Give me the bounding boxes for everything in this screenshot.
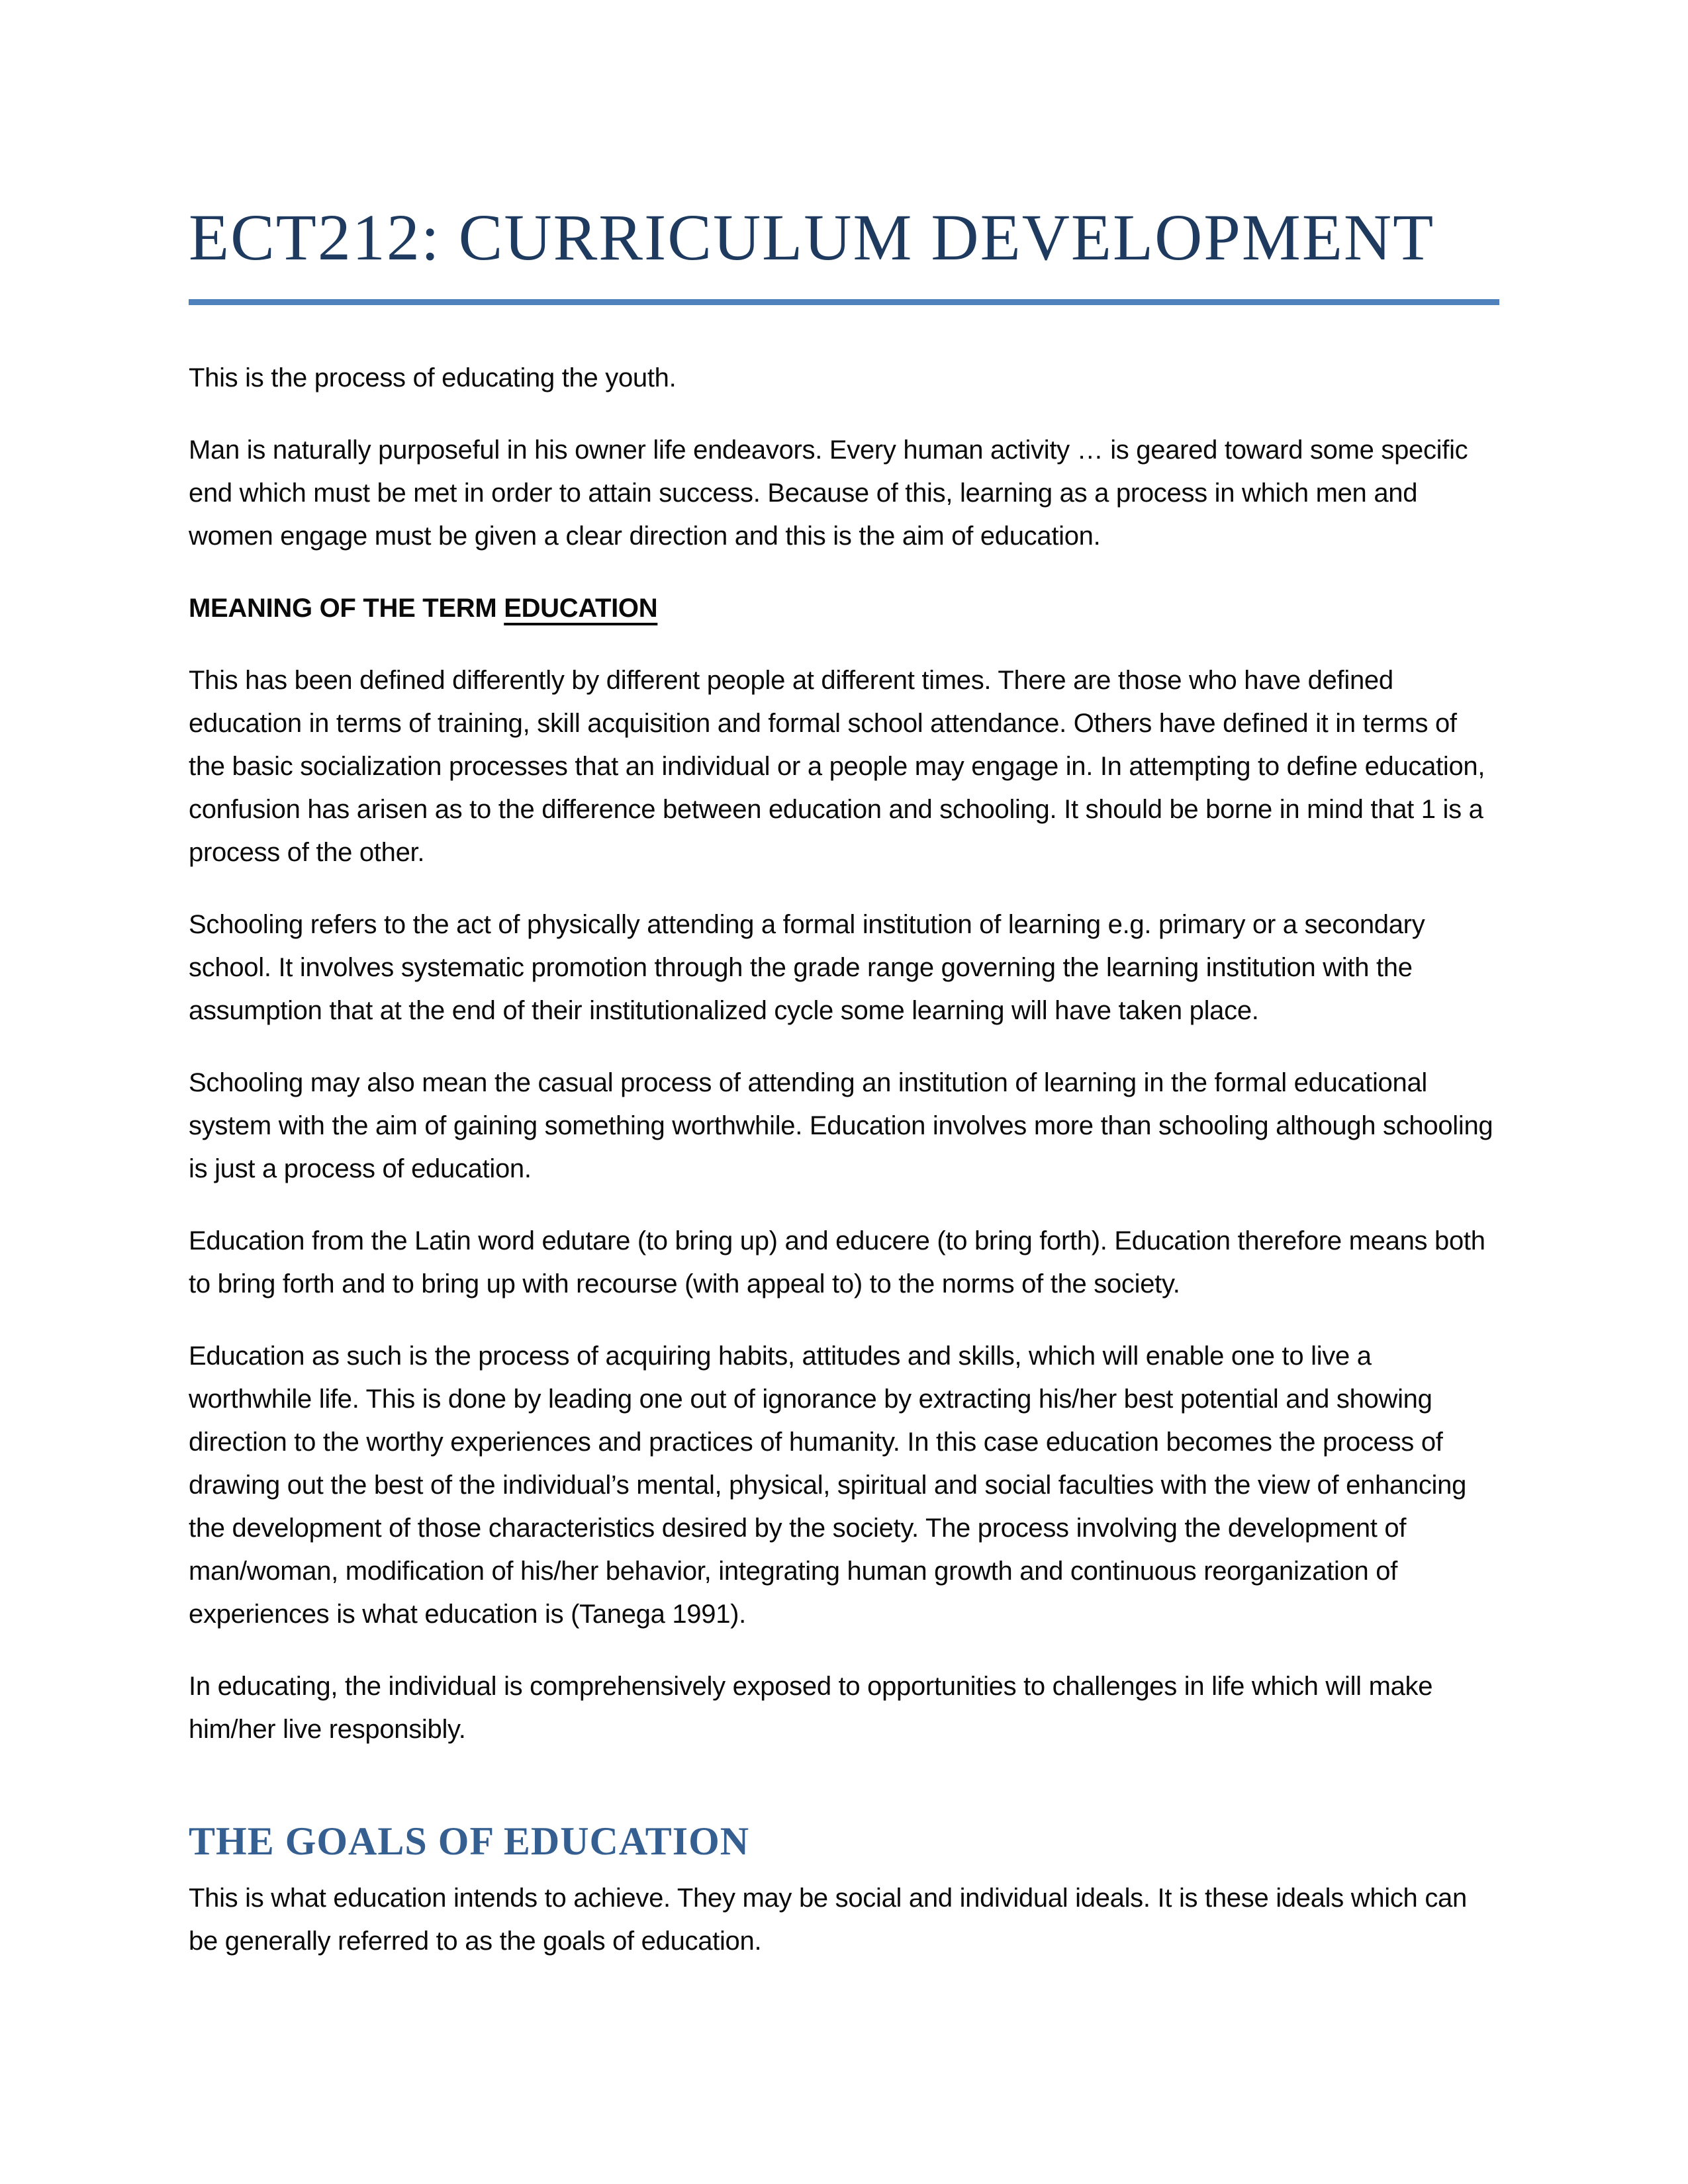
meaning-paragraph-3: Schooling may also mean the casual process of attending an institution of learning in the formal educational system with the aim of gaining something worthwhile. Education involves more than schooling although schooling is just a process of education. (189, 1068, 1493, 1183)
section-heading-goals: THE GOALS OF EDUCATION (189, 1819, 750, 1863)
meaning-paragraph-1: This has been defined differently by different people at different times. There are those who have defined education in terms of training, skill acquisition and formal school attendance. Others have defined it in terms of the basic socialization processes that an individual or a people may engage in. In attempting to define education, confusion has arisen as to the difference between education and schooling. It should be borne in mind that 1 is a process of the other. (189, 666, 1485, 867)
meaning-paragraph-6: In educating, the individual is comprehensively exposed to opportunities to challenges in life which will make him/her live responsibly. (189, 1672, 1433, 1744)
meaning-paragraph-4: Education from the Latin word edutare (to bring up) and educere (to bring forth). Education therefore means both to bring forth and to bring up with recourse (with appeal to) to the norms of the society. (189, 1226, 1485, 1298)
goals-paragraph-1: This is what education intends to achieve. They may be social and individual ideals. It is these ideals which can be generally referred to as the goals of education. (189, 1884, 1467, 1956)
intro-paragraph-1: This is the process of educating the youth. (189, 363, 677, 392)
intro-paragraph-2: Man is naturally purposeful in his owner life endeavors. Every human activity … is geared toward some specific end which must be met in order to attain success. Because of this, learning as a process in which men and women engage must be given a clear direction and this is the aim of education. (189, 435, 1468, 551)
section-heading-meaning-prefix: MEANING OF THE TERM (189, 594, 504, 623)
meaning-paragraph-2: Schooling refers to the act of physically attending a formal institution of learning e.g. primary or a secondary school. It involves systematic promotion through the grade range governing the learning institution with the assumption that at the end of their institutionalized cycle some learning will have taken place. (189, 910, 1425, 1025)
meaning-paragraph-5: Education as such is the process of acquiring habits, attitudes and skills, which will enable one to live a worthwhile life. This is done by leading one out of ignorance by extracting his/her best potential and showing direction to the worthy experiences and practices of humanity. In this case education becomes the process of drawing out the best of the individual’s mental, physical, spiritual and social faculties with the view of enhancing the development of those characteristics desired by the society. The process involving the development of man/woman, modification of his/her behavior, integrating human growth and continuous reorganization of experiences is what education is (Tanega 1991). (189, 1342, 1467, 1629)
section-heading-meaning (189, 587, 1499, 630)
section-heading-meaning-underlined-word: EDUCATION (504, 594, 658, 623)
document-title: ECT212: CURRICULUM DEVELOPMENT (189, 199, 1499, 305)
